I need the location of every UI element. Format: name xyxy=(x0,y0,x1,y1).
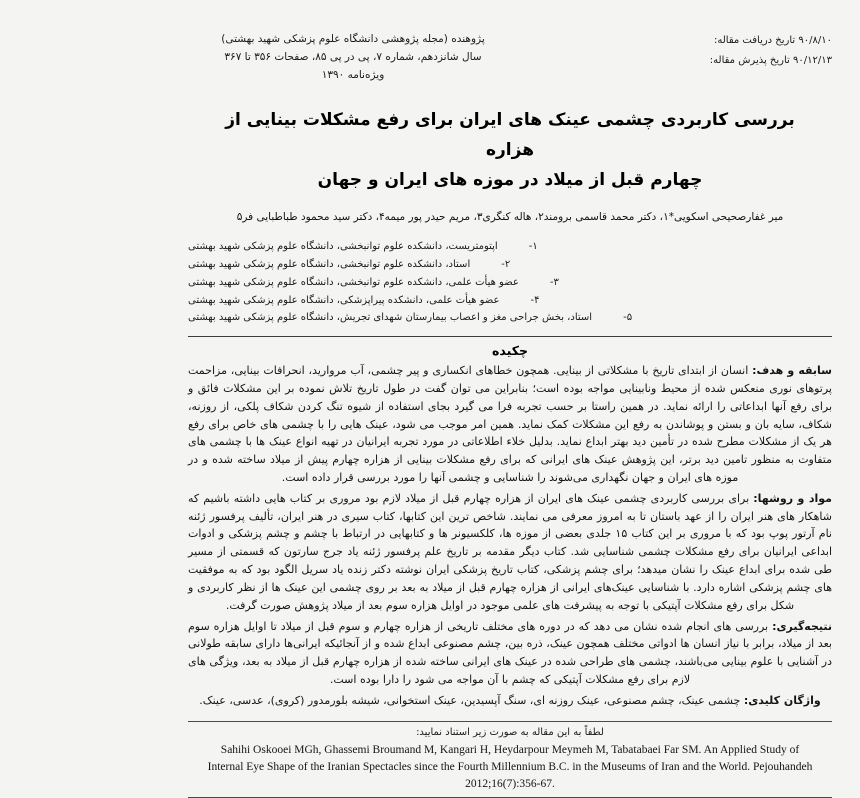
divider-above-abstract xyxy=(188,336,832,337)
page-content-column xyxy=(188,0,832,798)
received-date-label: تاریخ دریافت مقاله: xyxy=(714,35,796,46)
keywords-paragraph xyxy=(188,692,832,710)
affiliation-item xyxy=(188,292,832,310)
affiliation-item xyxy=(188,256,832,274)
affiliation-item xyxy=(188,309,832,327)
affiliation-text: عضو هیأت علمی، دانشکده علوم توانبخشی، دانشگاه علوم پزشکی شهید بهشتی xyxy=(188,276,519,288)
received-date-row xyxy=(710,31,832,51)
abstract-background-text: انسان از ابتدای تاریخ با مشکلاتی از بینایی. همچون خطاهای انکساری و پیر چشمی، آب مروارید، انحرافات بینایی، مزاحمت پرتوهای نوری منعکس شده از محیط ونابینایی مواجه بوده است؛ بنابراین می توان گفت در طول تاریخ تلاش نموده بر این مشکلات فائق و برای رفع آنها ابداعاتی را ارائه نماید. در همین راستا بر حسب تجربه فرا می گیرد بجای استفاده از شیوه تنگ کردن شکاف پلکی، از روزنه، شکاف، سایه بان و بستن و پوشاندن به رفع این مشکلات کمک نماید. همین امر موجب می شود، عینک هایی را با چشمی های خاص برای رفع هر یک از مشکلات مطرح شده در تأمین دید بهتر ابداع نماید. بدلیل خلاء اطلاعاتی در مورد تجربه ایرانیان در تهیه انواع عینک ها با چشمی های متفاوت به منظور تامین دید برتر، این پژوهش عینک های ایرانی که برای رفع مشکلات بینایی از هزاره چهارم پیش از میلاد ساخته شده و در موزه های ایران و جهان نگهداری می‌شوند را شناسایی و چشمی آنها را مورد بررسی قرار داده است. xyxy=(188,364,832,485)
abstract-background-label: سابقه و هدف: xyxy=(752,364,833,378)
affiliation-number: ۱- xyxy=(528,241,538,253)
accepted-date-label: تاریخ پذیرش مقاله: xyxy=(709,54,790,66)
affiliation-number: ۳- xyxy=(549,276,559,288)
abstract-methods-paragraph xyxy=(188,490,832,615)
submission-dates xyxy=(710,30,832,70)
affiliation-number: ۴- xyxy=(530,294,540,306)
title-block xyxy=(188,106,832,195)
journal-special-issue-year: ویژه‌نامه ۱۳۹۰ xyxy=(321,69,385,82)
keywords-text: چشمی عینک، چشم مصنوعی، عینک روزنه ای، سنگ آپسیدین، عینک استخوانی، شیشه بلورمدور (کروی)، عدسی، عینک. xyxy=(199,693,744,707)
abstract-conclusion-text: بررسی های انجام شده نشان می دهد که در دوره های مختلف تاریخی از هزاره چهارم و سوم قبل از میلاد تا اوایل هزاره سوم بعد از میلاد، برابر با نیاز انسان ها ادواتی مختلف همچون عینک، ذره بین، چشم مصنوعی ابداع شده و از آنجائیکه ایرانی‌ها دارای سابقه طولانی در آشنایی با علوم بینایی می‌باشند، چشمی های طراحی شده در عینک های ایرانی ساخته شده از هزاره چهارم قبل از میلاد به بعد، ویژگی های لازم برای رفع مشکلات آپتیکی که چشم با آن مواجه می شود را دارا بوده است. xyxy=(188,619,832,686)
affiliation-text: اپتومتریست، دانشکده علوم توانبخشی، دانشگاه علوم پزشکی شهید بهشتی xyxy=(188,241,498,253)
page-title xyxy=(210,106,810,195)
article-title-line-2: چهارم قبل از میلاد در موزه های ایران و جهان xyxy=(317,169,703,190)
abstract-background-paragraph xyxy=(188,362,832,487)
abstract-methods-text: برای بررسی کاربردی چشمی عینک های ایران از هزاره چهارم قبل از میلاد لازم بود مروری بر کتاب هایی داشته باشیم که شاهکار های هنر ایران را از عهد باستان تا به امروز معرفی می نمایند. شاخص ترین این کتابها، کتاب سیری در هنر ایران، تألیف پرفسور ژئنه نام آرتور پوپ بود که با مروری بر این کتاب ۱۵ جلدی بعضی از موزه ها، کلکسیونر ها و کتابهایی در ارتباط با چشم و چشم پزشکی و ادوات ابداعی ایرانیان برای رفع مشکلات چشمی شناسایی شد. کتاب دیگر مقدمه بر تاریخ علم پرفسور ژئنه یاد جرج سارتون که قسمتی از مسیر طی شده برای ابداع عینک را نشان میدهد؛ برای چشم پزشکی، کتاب تاریخ پزشکی ایران نوشته دکتر زنده یاد سریل الگود بود که به موفقیت های چشم پزشکی اشاره دارد. با شناسایی عینک‌های ایرانی از هزاره چهارم قبل از میلاد به بعد بر روی چشمی این عینک ها از نظر کاربردی و شکل برای رفع مشکلات آپتیکی با توجه به پیشرفت های علمی موجود در اوایل هزاره سوم بعد از میلاد پژوهش صورت گرفت. xyxy=(188,491,832,612)
abstract-heading: چکیده xyxy=(492,343,528,359)
affiliation-text: استاد، دانشکده علوم توانبخشی، دانشگاه علوم پزشکی شهید بهشتی xyxy=(188,258,471,270)
abstract-methods-label: مواد و روشها: xyxy=(753,491,832,505)
affiliation-text: استاد، بخش جراحی مغز و اعصاب بیمارستان شهدای تجریش، دانشگاه علوم پزشکی شهید بهشتی xyxy=(188,312,593,324)
affiliation-number: ۲- xyxy=(501,258,511,270)
affiliation-number: ۵- xyxy=(623,312,633,324)
journal-volume-issue-pages: سال شانزدهم، شماره ۷، پی در پی ۸۵، صفحات ۳۵۶ تا ۳۶۷ xyxy=(224,51,482,64)
affiliation-text: عضو هیأت علمی، دانشکده پیراپزشکی، دانشگاه علوم پزشکی شهید بهشتی xyxy=(188,294,500,306)
accepted-date-value: ۹۰/۱۲/۱۳ xyxy=(793,54,832,66)
divider-above-citation xyxy=(188,721,832,722)
received-date-value: ۹۰/۸/۱۰ xyxy=(798,35,832,46)
citation-instruction: لطفاً به این مقاله به صورت زیر استناد نمایید: xyxy=(416,726,604,738)
affiliation-item xyxy=(188,238,832,256)
article-title-line-1: بررسی کاربردی چشمی عینک های ایران برای رفع مشکلات بینایی از هزاره xyxy=(225,110,795,160)
citation-reference: Sahihi Oskooei MGh, Ghassemi Broumand M, Kangari H, Heydarpour Meymeh M, Tabatabaei Far SM. An Applied Study of Internal Eye Shape of the Iranian Spectacles since the Fourth Millennium B.C. in the Museums of Iran and the World. Pejouhandeh 2012;16(7):356-67. xyxy=(207,743,813,791)
abstract-conclusion-paragraph xyxy=(188,618,832,689)
masthead xyxy=(188,0,832,84)
author-list: میر غفارصحیحی اسکویی*۱، دکتر محمد قاسمی برومند۲، هاله کنگری۳، مریم حیدر پور میمه۴، دکتر سید محمود طباطبایی فر۵ xyxy=(236,211,784,224)
citation-block xyxy=(188,721,832,798)
keywords-label: واژگان کلیدی: xyxy=(743,693,821,707)
accepted-date-row xyxy=(710,51,832,71)
affiliation-list xyxy=(188,238,832,332)
journal-info xyxy=(188,30,518,84)
abstract-conclusion-label: نتیجه‌گیری: xyxy=(772,619,832,633)
affiliation-item xyxy=(188,274,832,292)
journal-name: پژوهنده (مجله پژوهشی دانشگاه علوم پزشکی شهید بهشتی) xyxy=(221,33,485,45)
